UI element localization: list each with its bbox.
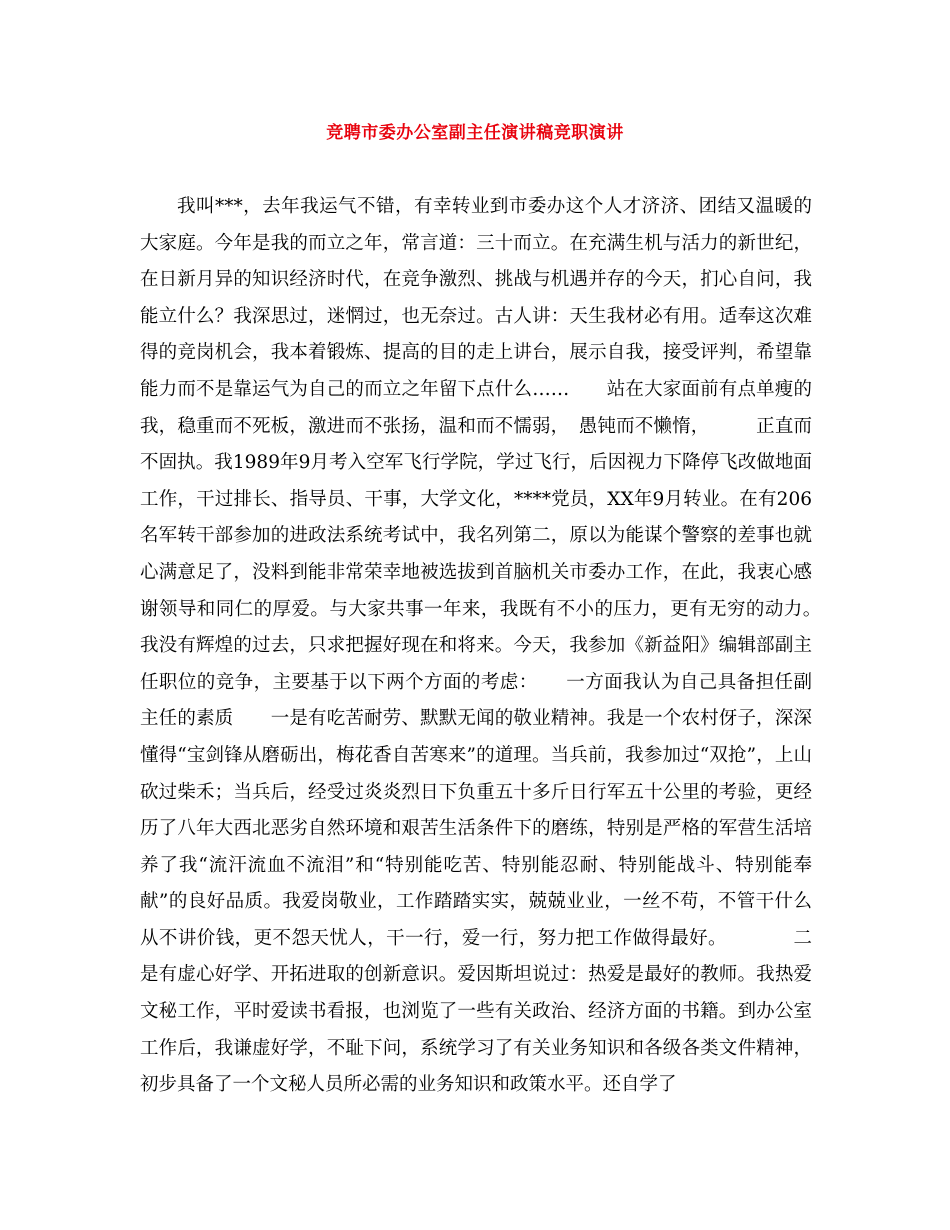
- document-title: 竞聘市委办公室副主任演讲稿竞职演讲: [326, 123, 624, 143]
- document-body: 我叫***，去年我运气不错，有幸转业到市委办这个人才济济、团结又温暖的大家庭。今年是我的而立之年，常言道：三十而立。在充满生机与活力的新世纪，在日新月异的知识经济时代，在竞争激烈、挑战与机遇并存的今天，扪心自问，我能立什么？我深思过，迷惘过，也无奈过。古人讲：天生我材必有用。适奉这次难得的竞岗机会，我本着锻炼、提高的目的走上讲台，展示自我，接受评判，希望靠能力而不是靠运气为自己的而立之年留下点什么…… 站在大家面前有点单瘦的我，稳重而不死板，激进而不张扬，温和而不懦弱， 愚钝而不懒惰， 正直而不固执。我1989年9月考入空军飞行学院，学过飞行，后因视力下降停飞改做地面工作，干过排长、指导员、干事，大学文化，****党员，XX年9月转业。在有206名军转干部参加的进政法系统考试中，我名列第二，原以为能谋个警察的差事也就心满意足了，没料到能非常荣幸地被选拔到首脑机关市委办工作，在此，我衷心感谢领导和同仁的厚爱。与大家共事一年来，我既有不小的压力，更有无穷的动力。 我没有辉煌的过去，只求把握好现在和将来。今天，我参加《新益阳》编辑部副主任职位的竞争，主要基于以下两个方面的考虑： 一方面我认为自己具备担任副主任的素质 一是有吃苦耐劳、默默无闻的敬业精神。我是一个农村伢子，深深懂得“宝剑锋从磨砺出，梅花香自苦寒来”的道理。当兵前，我参加过“双抢”，上山砍过柴禾；当兵后，经受过炎炎烈日下负重五十多斤日行军五十公里的考验，更经历了八年大西北恶劣自然环境和艰苦生活条件下的磨练，特别是严格的军营生活培养了我“流汗流血不流泪”和“特别能吃苦、特别能忍耐、特别能战斗、特别能奉献”的良好品质。我爱岗敬业，工作踏踏实实，兢兢业业，一丝不苟，不管干什么从不讲价钱，更不怨天忧人，干一行，爱一行，努力把工作做得最好。 二是有虚心好学、开拓进取的创新意识。爱因斯坦说过：热爱是最好的教师。我热爱文秘工作，平时爱读书看报，也浏览了一些有关政治、经济方面的书籍。到办公室工作后，我谦虚好学，不耻下问，系统学习了有关业务知识和各级各类文件精神，初步具备了一个文秘人员所必需的业务知识和政策水平。还自学了: [140, 196, 850, 1096]
